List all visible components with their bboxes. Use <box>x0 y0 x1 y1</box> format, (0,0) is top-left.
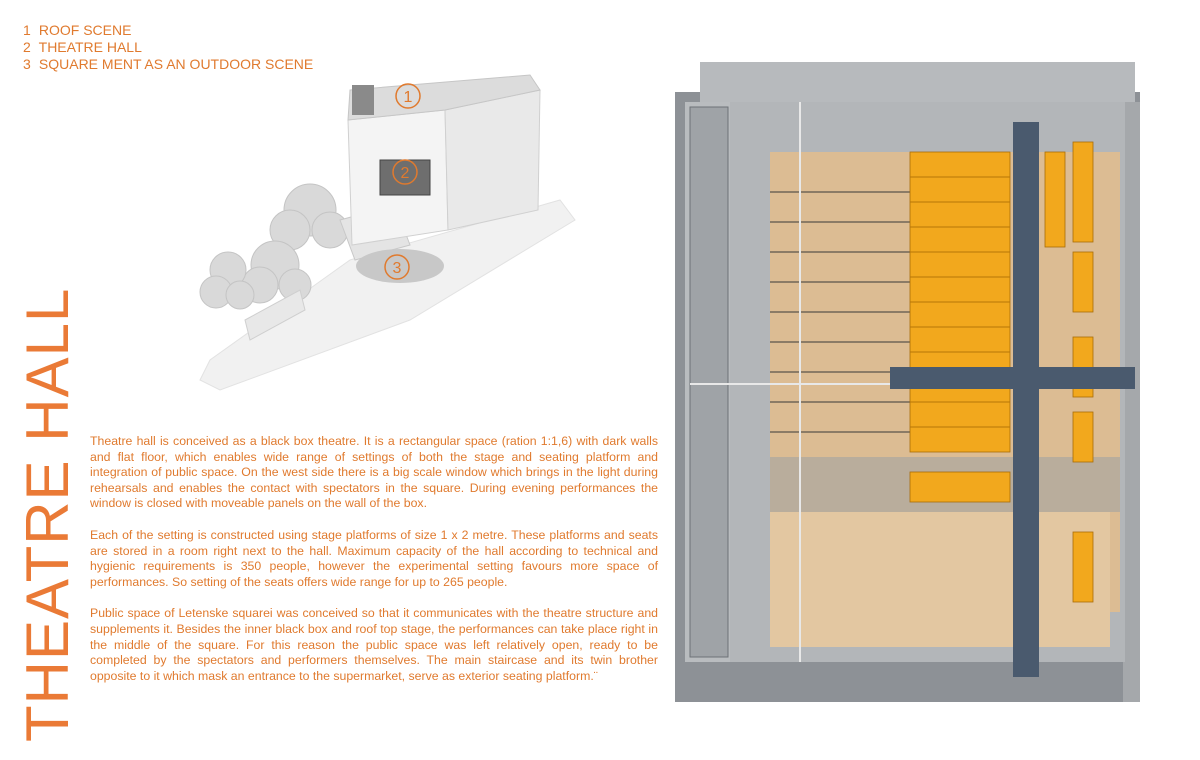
roof-structure <box>352 85 374 115</box>
legend-label: ROOF SCENE <box>38 22 132 38</box>
description-text <box>90 434 658 700</box>
seat-block <box>1045 152 1065 247</box>
paragraph: Theatre hall is conceived as a black box theatre. It is a rectangular space (ration 1:1,6) with dark walls and flat floor, which enables wide range of settings of both the stage and seating platform and integration of public space. On the west side there is a big scale window which brings in the light during rehearsals and enables the contact with spectators in the square. During evening performances the window is closed with moveable panels on the wall of the box. <box>90 434 658 511</box>
seat-block <box>1073 142 1093 242</box>
page-title: THEATRE HALL <box>14 287 81 742</box>
seat-block <box>1073 532 1093 602</box>
walkway-horizontal <box>890 367 1135 389</box>
top-wall <box>700 62 1135 107</box>
seat-block <box>910 472 1010 502</box>
legend <box>23 22 313 73</box>
seat-block <box>1073 412 1093 462</box>
legend-label: SQUARE MENT AS AN OUTDOOR SCENE <box>38 56 314 72</box>
paragraph: Public space of Letenske squarei was conceived so that it communicates with the theatre structure and supplements it. Besides the inner black box and roof top stage, the performances can take place right in the middle of the square. For this reason the public space was left relatively open, ready to be completed by the spectators and performers themselves. The main staircase and its twin brother opposite to it which mask an entrance to the supermarket, serve as exterior seating platform.¨ <box>90 606 658 683</box>
paragraph: Each of the setting is constructed using stage platforms of size 1 x 2 metre. These platforms and seats are stored in a room right next to the hall. Maximum capacity of the hall according to technical and hygienic requirements is 350 people, however the experimental setting favours more space of performances. So setting of the seats offers wide range for up to 265 people. <box>90 527 658 589</box>
marker-square: 3 <box>392 260 402 277</box>
axonometric-illustration <box>180 70 580 400</box>
west-window-grid <box>690 107 728 657</box>
legend-item-1 <box>23 22 313 39</box>
theatre-plan-render <box>675 62 1145 702</box>
legend-item-2 <box>23 39 313 56</box>
marker-hall: 2 <box>400 165 410 182</box>
walkway-vertical <box>1013 122 1039 677</box>
legend-number: 3 <box>23 56 31 72</box>
stage-floor-lower <box>770 512 1110 647</box>
right-wall <box>1123 102 1140 702</box>
marker-roof: 1 <box>403 89 413 106</box>
legend-number: 1 <box>23 22 31 38</box>
legend-label: THEATRE HALL <box>38 39 142 55</box>
legend-number: 2 <box>23 39 31 55</box>
building-side-face <box>445 90 540 230</box>
seat-block <box>1073 252 1093 312</box>
